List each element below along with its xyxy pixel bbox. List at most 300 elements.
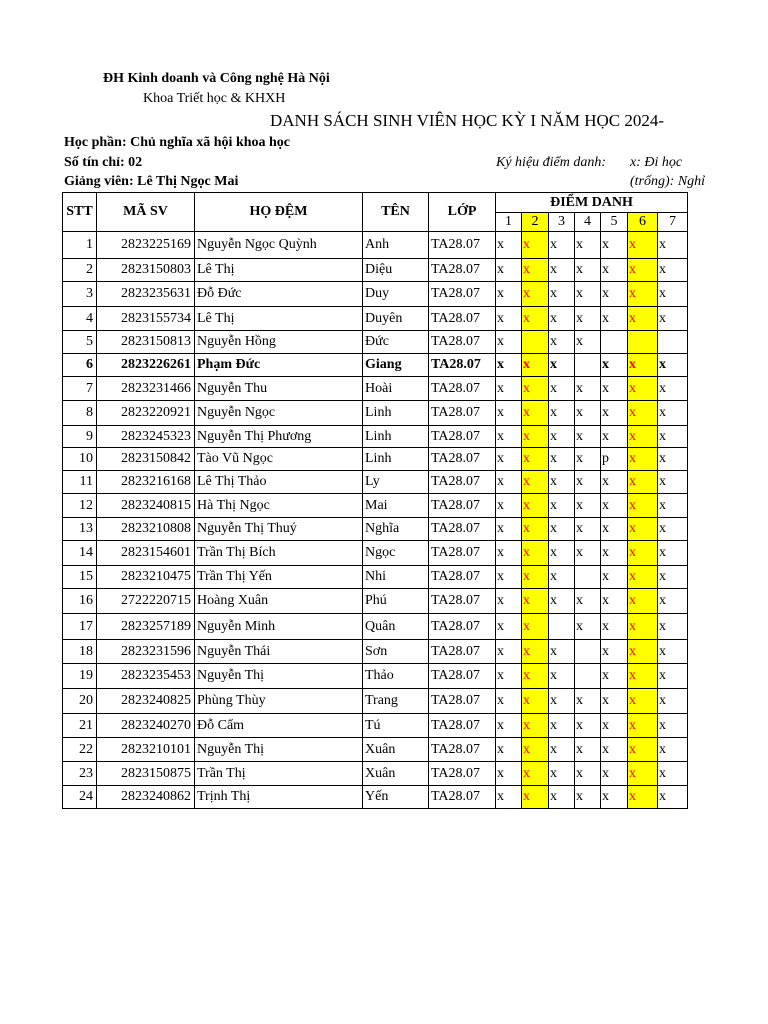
cell-first-name: Xuân: [363, 738, 429, 762]
cell-first-name: Trang: [363, 689, 429, 714]
cell-attendance-2: x: [522, 762, 549, 786]
cell-first-name: Linh: [363, 448, 429, 471]
cell-attendance-7: [658, 331, 688, 354]
cell-attendance-2: x: [522, 494, 549, 518]
cell-attendance-3: x: [549, 518, 575, 541]
cell-class: TA28.07: [429, 589, 496, 614]
cell-attendance-4: x: [575, 738, 601, 762]
cell-class: TA28.07: [429, 494, 496, 518]
cell-student-id: 2823155734: [97, 307, 195, 331]
cell-attendance-5: x: [601, 232, 628, 259]
cell-middle-name: Nguyễn Thị: [195, 664, 363, 689]
cell-first-name: Hoài: [363, 377, 429, 401]
cell-class: TA28.07: [429, 331, 496, 354]
cell-middle-name: Phạm Đức: [195, 354, 363, 377]
cell-attendance-6: x: [628, 232, 658, 259]
cell-attendance-6: x: [628, 282, 658, 307]
cell-attendance-6: x: [628, 307, 658, 331]
cell-attendance-6: x: [628, 589, 658, 614]
legend-label: Ký hiệu điểm danh:: [496, 155, 607, 170]
cell-attendance-3: x: [549, 401, 575, 426]
cell-attendance-2: x: [522, 426, 549, 448]
cell-attendance-7: x: [658, 518, 688, 541]
cell-first-name: Thảo: [363, 664, 429, 689]
cell-student-id: 2823235631: [97, 282, 195, 307]
cell-stt: 9: [63, 426, 97, 448]
cell-middle-name: Lê Thị Thảo: [195, 471, 363, 494]
header-session-2: 2: [522, 213, 549, 232]
cell-attendance-6: x: [628, 786, 658, 809]
table-row: [63, 664, 688, 689]
cell-middle-name: Tào Vũ Ngọc: [195, 448, 363, 471]
cell-attendance-3: x: [549, 541, 575, 566]
cell-middle-name: Trịnh Thị: [195, 786, 363, 809]
cell-stt: 20: [63, 689, 97, 714]
cell-attendance-1: x: [496, 354, 522, 377]
cell-class: TA28.07: [429, 614, 496, 640]
cell-first-name: Quân: [363, 614, 429, 640]
attendance-table: [62, 192, 688, 809]
table-row: [63, 640, 688, 664]
cell-attendance-1: x: [496, 689, 522, 714]
cell-first-name: Nhi: [363, 566, 429, 589]
cell-attendance-1: x: [496, 566, 522, 589]
cell-attendance-1: x: [496, 331, 522, 354]
cell-middle-name: Trần Thị: [195, 762, 363, 786]
cell-attendance-1: x: [496, 494, 522, 518]
cell-attendance-5: x: [601, 589, 628, 614]
cell-attendance-6: x: [628, 377, 658, 401]
cell-student-id: 2823240815: [97, 494, 195, 518]
cell-stt: 15: [63, 566, 97, 589]
cell-attendance-7: x: [658, 471, 688, 494]
cell-attendance-3: x: [549, 640, 575, 664]
cell-attendance-1: x: [496, 259, 522, 282]
table-row: [63, 762, 688, 786]
cell-attendance-6: x: [628, 259, 658, 282]
cell-attendance-7: x: [658, 589, 688, 614]
cell-attendance-1: x: [496, 401, 522, 426]
cell-attendance-3: x: [549, 331, 575, 354]
cell-middle-name: Nguyễn Thị: [195, 738, 363, 762]
cell-attendance-5: x: [601, 282, 628, 307]
cell-attendance-3: x: [549, 426, 575, 448]
cell-attendance-2: x: [522, 541, 549, 566]
cell-attendance-2: x: [522, 448, 549, 471]
cell-stt: 7: [63, 377, 97, 401]
table-row: [63, 471, 688, 494]
cell-student-id: 2823231596: [97, 640, 195, 664]
cell-attendance-2: x: [522, 664, 549, 689]
cell-middle-name: Nguyễn Ngọc: [195, 401, 363, 426]
cell-attendance-4: x: [575, 614, 601, 640]
cell-attendance-2: x: [522, 738, 549, 762]
cell-attendance-1: x: [496, 738, 522, 762]
table-row: [63, 259, 688, 282]
cell-attendance-2: x: [522, 714, 549, 738]
cell-attendance-2: x: [522, 377, 549, 401]
table-row: [63, 614, 688, 640]
cell-first-name: Linh: [363, 401, 429, 426]
table-row: [63, 589, 688, 614]
cell-student-id: 2823240270: [97, 714, 195, 738]
cell-first-name: Duyên: [363, 307, 429, 331]
cell-attendance-1: x: [496, 786, 522, 809]
cell-stt: 2: [63, 259, 97, 282]
cell-stt: 4: [63, 307, 97, 331]
cell-stt: 22: [63, 738, 97, 762]
cell-class: TA28.07: [429, 786, 496, 809]
cell-class: TA28.07: [429, 471, 496, 494]
cell-attendance-3: x: [549, 738, 575, 762]
cell-attendance-6: x: [628, 566, 658, 589]
cell-attendance-3: x: [549, 762, 575, 786]
cell-attendance-7: x: [658, 689, 688, 714]
cell-class: TA28.07: [429, 738, 496, 762]
cell-stt: 3: [63, 282, 97, 307]
header-attendance: ĐIỂM DANH: [496, 193, 688, 213]
header-session-4: 4: [575, 213, 601, 232]
cell-stt: 24: [63, 786, 97, 809]
cell-attendance-6: [628, 331, 658, 354]
cell-attendance-5: x: [601, 471, 628, 494]
cell-middle-name: Nguyễn Thị Phương: [195, 426, 363, 448]
cell-student-id: 2823150803: [97, 259, 195, 282]
table-row: [63, 494, 688, 518]
cell-attendance-4: x: [575, 282, 601, 307]
cell-attendance-5: x: [601, 494, 628, 518]
cell-attendance-4: x: [575, 448, 601, 471]
cell-attendance-3: x: [549, 566, 575, 589]
cell-middle-name: Lê Thị: [195, 307, 363, 331]
faculty-name: Khoa Triết học & KHXH: [143, 91, 286, 106]
cell-attendance-6: x: [628, 640, 658, 664]
cell-middle-name: Phùng Thùy: [195, 689, 363, 714]
cell-attendance-7: x: [658, 232, 688, 259]
cell-attendance-6: x: [628, 664, 658, 689]
cell-student-id: 2823257189: [97, 614, 195, 640]
cell-student-id: 2823150813: [97, 331, 195, 354]
cell-class: TA28.07: [429, 282, 496, 307]
cell-student-id: 2823245323: [97, 426, 195, 448]
cell-attendance-3: x: [549, 714, 575, 738]
header-session-1: 1: [496, 213, 522, 232]
cell-first-name: Anh: [363, 232, 429, 259]
cell-attendance-1: x: [496, 377, 522, 401]
legend-absent: (trống): Nghỉ: [630, 174, 706, 189]
cell-attendance-6: x: [628, 541, 658, 566]
cell-student-id: 2823220921: [97, 401, 195, 426]
cell-attendance-2: x: [522, 689, 549, 714]
cell-stt: 19: [63, 664, 97, 689]
cell-attendance-6: x: [628, 689, 658, 714]
cell-attendance-7: x: [658, 541, 688, 566]
cell-attendance-6: x: [628, 354, 658, 377]
cell-attendance-1: x: [496, 589, 522, 614]
cell-attendance-3: x: [549, 377, 575, 401]
cell-attendance-1: x: [496, 232, 522, 259]
cell-middle-name: Nguyễn Thị Thuý: [195, 518, 363, 541]
cell-attendance-6: x: [628, 471, 658, 494]
cell-attendance-5: x: [601, 664, 628, 689]
cell-attendance-6: x: [628, 401, 658, 426]
cell-attendance-1: x: [496, 664, 522, 689]
cell-attendance-7: x: [658, 401, 688, 426]
cell-attendance-4: x: [575, 471, 601, 494]
cell-class: TA28.07: [429, 566, 496, 589]
cell-stt: 11: [63, 471, 97, 494]
cell-middle-name: Trần Thị Yến: [195, 566, 363, 589]
header-first-name: TÊN: [363, 193, 429, 232]
cell-attendance-2: x: [522, 282, 549, 307]
table-row: [63, 566, 688, 589]
cell-middle-name: Hà Thị Ngọc: [195, 494, 363, 518]
cell-class: TA28.07: [429, 518, 496, 541]
cell-class: TA28.07: [429, 232, 496, 259]
cell-attendance-2: x: [522, 614, 549, 640]
cell-attendance-2: x: [522, 471, 549, 494]
table-row: [63, 541, 688, 566]
cell-attendance-3: x: [549, 448, 575, 471]
cell-class: TA28.07: [429, 714, 496, 738]
table-row: [63, 282, 688, 307]
cell-attendance-4: x: [575, 541, 601, 566]
cell-attendance-1: x: [496, 614, 522, 640]
cell-first-name: Đức: [363, 331, 429, 354]
cell-attendance-5: x: [601, 354, 628, 377]
university-name: ĐH Kinh doanh và Công nghệ Hà Nội: [103, 71, 330, 86]
cell-attendance-4: x: [575, 518, 601, 541]
cell-stt: 1: [63, 232, 97, 259]
cell-class: TA28.07: [429, 640, 496, 664]
cell-attendance-7: x: [658, 282, 688, 307]
cell-attendance-7: x: [658, 786, 688, 809]
cell-attendance-3: [549, 614, 575, 640]
cell-attendance-7: x: [658, 640, 688, 664]
cell-attendance-6: x: [628, 714, 658, 738]
cell-attendance-4: x: [575, 689, 601, 714]
table-row: [63, 426, 688, 448]
cell-student-id: 2823225169: [97, 232, 195, 259]
cell-attendance-5: x: [601, 640, 628, 664]
course-credits: Số tín chỉ: 02: [64, 155, 143, 170]
cell-student-id: 2722220715: [97, 589, 195, 614]
lecturer-name: Giảng viên: Lê Thị Ngọc Mai: [64, 174, 239, 189]
cell-stt: 13: [63, 518, 97, 541]
cell-first-name: Ngọc: [363, 541, 429, 566]
cell-attendance-6: x: [628, 762, 658, 786]
cell-attendance-5: x: [601, 518, 628, 541]
cell-student-id: 2823154601: [97, 541, 195, 566]
cell-attendance-6: x: [628, 614, 658, 640]
cell-attendance-6: x: [628, 494, 658, 518]
cell-class: TA28.07: [429, 259, 496, 282]
cell-middle-name: Nguyễn Thu: [195, 377, 363, 401]
header-session-3: 3: [549, 213, 575, 232]
cell-attendance-5: p: [601, 448, 628, 471]
cell-stt: 18: [63, 640, 97, 664]
cell-middle-name: Trần Thị Bích: [195, 541, 363, 566]
cell-first-name: Duy: [363, 282, 429, 307]
cell-first-name: Sơn: [363, 640, 429, 664]
cell-attendance-7: x: [658, 566, 688, 589]
cell-attendance-4: [575, 354, 601, 377]
cell-first-name: Ly: [363, 471, 429, 494]
cell-first-name: Giang: [363, 354, 429, 377]
header-class: LỚP: [429, 193, 496, 232]
cell-student-id: 2823235453: [97, 664, 195, 689]
cell-attendance-7: x: [658, 259, 688, 282]
cell-first-name: Xuân: [363, 762, 429, 786]
cell-middle-name: Đỗ Đức: [195, 282, 363, 307]
cell-attendance-3: x: [549, 494, 575, 518]
cell-attendance-4: x: [575, 307, 601, 331]
cell-attendance-5: x: [601, 738, 628, 762]
cell-first-name: Tú: [363, 714, 429, 738]
cell-middle-name: Nguyễn Hồng: [195, 331, 363, 354]
cell-attendance-4: x: [575, 589, 601, 614]
cell-attendance-7: x: [658, 494, 688, 518]
cell-attendance-3: x: [549, 307, 575, 331]
cell-attendance-7: x: [658, 664, 688, 689]
cell-attendance-1: x: [496, 762, 522, 786]
cell-attendance-1: x: [496, 541, 522, 566]
cell-stt: 14: [63, 541, 97, 566]
cell-stt: 6: [63, 354, 97, 377]
cell-attendance-4: x: [575, 762, 601, 786]
table-row: [63, 401, 688, 426]
header-middle-name: HỌ ĐỆM: [195, 193, 363, 232]
cell-attendance-7: x: [658, 738, 688, 762]
cell-attendance-7: x: [658, 614, 688, 640]
cell-attendance-4: x: [575, 426, 601, 448]
cell-stt: 17: [63, 614, 97, 640]
header-session-6: 6: [628, 213, 658, 232]
cell-middle-name: Đỗ Cẩm: [195, 714, 363, 738]
cell-attendance-4: x: [575, 714, 601, 738]
cell-attendance-4: x: [575, 331, 601, 354]
cell-attendance-6: x: [628, 426, 658, 448]
cell-attendance-5: x: [601, 377, 628, 401]
table-row: [63, 714, 688, 738]
cell-attendance-5: x: [601, 614, 628, 640]
cell-attendance-7: x: [658, 307, 688, 331]
cell-class: TA28.07: [429, 541, 496, 566]
cell-attendance-4: x: [575, 401, 601, 426]
cell-first-name: Diệu: [363, 259, 429, 282]
cell-attendance-1: x: [496, 714, 522, 738]
cell-student-id: 2823226261: [97, 354, 195, 377]
cell-student-id: 2823210808: [97, 518, 195, 541]
cell-first-name: Nghĩa: [363, 518, 429, 541]
cell-attendance-6: x: [628, 518, 658, 541]
cell-class: TA28.07: [429, 762, 496, 786]
cell-student-id: 2823210475: [97, 566, 195, 589]
cell-attendance-2: x: [522, 786, 549, 809]
cell-attendance-1: x: [496, 518, 522, 541]
cell-class: TA28.07: [429, 307, 496, 331]
cell-attendance-7: x: [658, 448, 688, 471]
cell-attendance-3: x: [549, 232, 575, 259]
cell-attendance-1: x: [496, 471, 522, 494]
cell-attendance-2: x: [522, 307, 549, 331]
table-row: [63, 518, 688, 541]
cell-student-id: 2823240825: [97, 689, 195, 714]
cell-attendance-4: [575, 664, 601, 689]
cell-stt: 10: [63, 448, 97, 471]
cell-middle-name: Hoàng Xuân: [195, 589, 363, 614]
cell-attendance-6: x: [628, 448, 658, 471]
cell-attendance-4: x: [575, 494, 601, 518]
cell-attendance-4: x: [575, 232, 601, 259]
cell-first-name: Linh: [363, 426, 429, 448]
cell-class: TA28.07: [429, 426, 496, 448]
cell-stt: 23: [63, 762, 97, 786]
cell-attendance-4: x: [575, 377, 601, 401]
table-row: [63, 786, 688, 809]
cell-class: TA28.07: [429, 377, 496, 401]
cell-student-id: 2823231466: [97, 377, 195, 401]
cell-student-id: 2823216168: [97, 471, 195, 494]
cell-attendance-3: x: [549, 786, 575, 809]
cell-first-name: Yến: [363, 786, 429, 809]
cell-attendance-7: x: [658, 762, 688, 786]
cell-attendance-2: x: [522, 518, 549, 541]
cell-stt: 21: [63, 714, 97, 738]
course-name: Học phần: Chủ nghĩa xã hội khoa học: [64, 135, 291, 150]
cell-attendance-7: x: [658, 426, 688, 448]
cell-attendance-5: x: [601, 401, 628, 426]
header-session-5: 5: [601, 213, 628, 232]
cell-middle-name: Nguyễn Ngọc Quỳnh: [195, 232, 363, 259]
header-student-id: MÃ SV: [97, 193, 195, 232]
cell-attendance-4: x: [575, 259, 601, 282]
cell-attendance-3: x: [549, 689, 575, 714]
cell-attendance-3: x: [549, 354, 575, 377]
cell-middle-name: Lê Thị: [195, 259, 363, 282]
cell-attendance-1: x: [496, 282, 522, 307]
cell-attendance-5: x: [601, 566, 628, 589]
cell-attendance-6: x: [628, 738, 658, 762]
cell-stt: 5: [63, 331, 97, 354]
cell-attendance-1: x: [496, 307, 522, 331]
cell-attendance-4: [575, 566, 601, 589]
header-stt: STT: [63, 193, 97, 232]
cell-attendance-5: x: [601, 762, 628, 786]
cell-class: TA28.07: [429, 689, 496, 714]
cell-class: TA28.07: [429, 448, 496, 471]
table-row: [63, 689, 688, 714]
cell-first-name: Mai: [363, 494, 429, 518]
cell-attendance-3: x: [549, 282, 575, 307]
cell-class: TA28.07: [429, 354, 496, 377]
table-row: [63, 232, 688, 259]
cell-attendance-2: x: [522, 259, 549, 282]
table-row: [63, 738, 688, 762]
page-title: DANH SÁCH SINH VIÊN HỌC KỲ I NĂM HỌC 2024-: [270, 111, 664, 130]
header-session-7: 7: [658, 213, 688, 232]
cell-class: TA28.07: [429, 664, 496, 689]
cell-attendance-5: x: [601, 714, 628, 738]
cell-student-id: 2823240862: [97, 786, 195, 809]
cell-attendance-2: x: [522, 354, 549, 377]
cell-attendance-2: x: [522, 589, 549, 614]
cell-attendance-3: x: [549, 471, 575, 494]
cell-attendance-7: x: [658, 354, 688, 377]
cell-attendance-2: x: [522, 640, 549, 664]
table-row: [63, 307, 688, 331]
cell-attendance-1: x: [496, 640, 522, 664]
